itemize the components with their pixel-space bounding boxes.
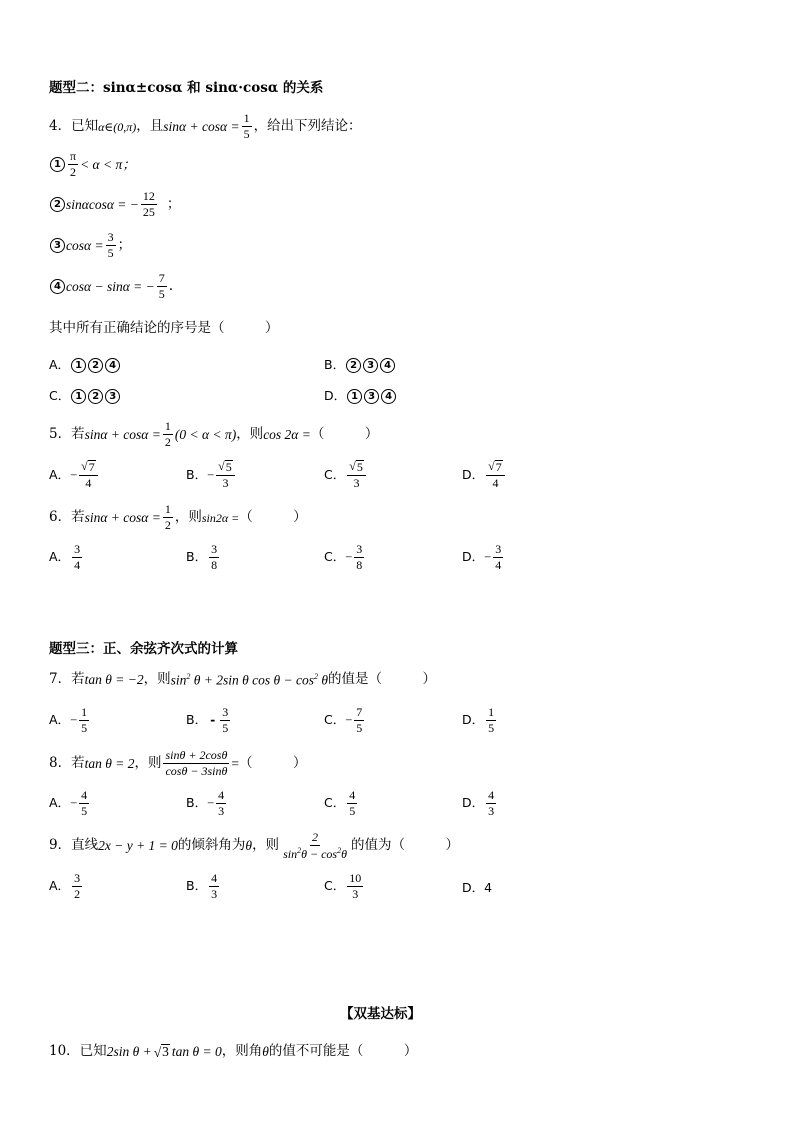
c4-tail: . <box>168 277 174 294</box>
q6-target: sin2α = <box>201 510 240 525</box>
denominator: 3 <box>488 804 495 819</box>
option-fraction <box>216 789 226 818</box>
option-label: B． <box>186 466 208 482</box>
q7-option-d[interactable] <box>462 706 498 735</box>
option-label: D． <box>462 466 485 482</box>
option-label: A． <box>49 878 71 894</box>
option-label: C． <box>49 388 71 404</box>
q6-num: 1 <box>163 503 173 518</box>
sign: - <box>210 712 216 728</box>
q4-ask: 其中所有正确结论的序号是（ ） <box>49 320 279 336</box>
numerator: 3 <box>354 543 364 558</box>
q4-option-d[interactable] <box>324 389 397 404</box>
option-fraction <box>209 872 219 901</box>
option-fraction <box>354 543 364 572</box>
q9-line-equation: 2x − y + 1 = 0 <box>98 838 178 854</box>
numerator: 3 <box>209 543 219 558</box>
denominator: 8 <box>211 558 218 573</box>
option-label: C． <box>324 549 346 565</box>
option-fraction <box>72 543 82 572</box>
q5-equation: sinα + cosα = <box>84 426 161 442</box>
c1-num: π <box>68 150 78 165</box>
question-7-stem <box>49 673 436 687</box>
q5-option-b[interactable] <box>186 460 237 490</box>
numerator: 10 <box>347 872 363 887</box>
superscript-2: 2 <box>313 672 318 681</box>
q9-theta: θ <box>245 838 253 854</box>
denominator: 3 <box>222 475 229 490</box>
circled-number-1: 1 <box>50 157 65 172</box>
q7-expr-a: sin <box>170 672 187 688</box>
q8-fraction <box>163 749 229 778</box>
denominator: 4 <box>85 475 92 490</box>
c4-num: 7 <box>157 272 167 287</box>
q7-expr-b: θ + 2sin θ cos θ − cos <box>190 672 314 688</box>
numerator: 4 <box>486 789 496 804</box>
circled-number: 1 <box>71 358 86 373</box>
option-label: A． <box>49 357 71 373</box>
q7-option-a[interactable] <box>49 706 91 735</box>
circled-number-4: 4 <box>50 279 65 294</box>
q4-conclusion-2 <box>49 190 180 219</box>
numerator: 3 <box>493 543 503 558</box>
option-fraction <box>486 789 496 818</box>
q5-den: 2 <box>164 435 171 450</box>
circled-number: 2 <box>346 358 361 373</box>
q10-suffix: 的值不可能是（ ） <box>268 1042 418 1059</box>
numerator: 3 <box>72 543 82 558</box>
q4-conclusion-1 <box>49 150 136 179</box>
option-label: B． <box>324 357 346 373</box>
circled-number: 3 <box>105 389 120 404</box>
c3-den: 5 <box>107 246 114 261</box>
denominator: 5 <box>488 721 495 736</box>
q9-den-c: θ <box>341 847 347 862</box>
c3-num: 3 <box>106 231 116 246</box>
q7-ask: ，则 <box>143 671 171 688</box>
q4-conclusion-3 <box>49 231 131 260</box>
c3-tail: ； <box>117 236 132 253</box>
q9-den-a: sin <box>283 847 298 862</box>
question-10-stem <box>49 1044 417 1059</box>
numerator: 3 <box>72 872 82 887</box>
option-label: A． <box>49 549 71 565</box>
q7-expr-c: θ <box>317 672 328 688</box>
option-fraction <box>79 460 98 490</box>
q8-num: sinθ + 2cosθ <box>163 749 229 764</box>
option-label: A． <box>49 466 71 482</box>
option-fraction <box>209 543 219 572</box>
q6-option-b[interactable] <box>186 543 221 572</box>
numerator: 4 <box>79 789 89 804</box>
option-label: B． <box>186 712 208 728</box>
q6-equation: sinα + cosα = <box>84 509 161 525</box>
c3-fraction <box>106 231 116 260</box>
question-9-stem <box>49 831 459 861</box>
numerator: 1 <box>486 706 496 721</box>
option-fraction <box>347 789 357 818</box>
radicand: 5 <box>356 460 363 474</box>
denominator: 5 <box>81 721 88 736</box>
option-label: A． <box>49 795 71 811</box>
option-label: D． <box>462 880 485 895</box>
denominator: 4 <box>495 558 502 573</box>
q5-ask: ，则 <box>236 425 264 442</box>
option-fraction <box>72 872 82 901</box>
section-heading-3: 题型三：正、余弦齐次式的计算 <box>49 641 238 657</box>
option-fraction <box>354 706 364 735</box>
option-value: 4 <box>484 880 493 895</box>
q8-option-d[interactable] <box>462 789 498 818</box>
superscript-2: 2 <box>337 846 342 856</box>
q4-option-c[interactable] <box>49 389 121 404</box>
q9-option-d[interactable] <box>462 882 492 895</box>
c2-fraction <box>141 190 157 219</box>
denominator: 3 <box>211 887 218 902</box>
section-heading-2: 题型二：sinα±cosα 和 sinα·cosα 的关系 <box>49 80 324 96</box>
sign: − <box>70 713 78 728</box>
q4-mid: ，且 <box>136 117 164 134</box>
sqrt-symbol: √ 5 <box>218 459 232 474</box>
q10-prefix: 10．已知 <box>49 1042 107 1059</box>
sign: − <box>207 467 215 482</box>
denominator: 8 <box>356 558 363 573</box>
option-label: C． <box>324 878 346 894</box>
sign: − <box>207 796 215 811</box>
q8-option-c[interactable] <box>324 789 359 818</box>
q7-option-b[interactable] <box>186 706 232 735</box>
circled-number-3: 3 <box>50 238 65 253</box>
option-label: D． <box>462 549 485 565</box>
q8-ask: ，则 <box>134 754 162 771</box>
q9-prefix: 9．直线 <box>49 837 99 854</box>
numerator: 4 <box>209 872 219 887</box>
sqrt-symbol: √ 7 <box>488 459 502 474</box>
c3-lhs: cosα = <box>66 237 104 253</box>
q6-option-d[interactable] <box>462 543 505 572</box>
circled-number: 2 <box>88 358 103 373</box>
q9-suffix: 的值为（ ） <box>350 837 459 854</box>
option-label: B． <box>186 878 208 894</box>
denominator: 5 <box>81 804 88 819</box>
section-heading-shuangji: 【双基达标】 <box>340 1006 421 1022</box>
q9-num: 2 <box>310 831 320 846</box>
option-fraction <box>347 460 366 490</box>
q8-option-b[interactable] <box>186 789 228 818</box>
q9-fraction <box>281 831 349 861</box>
numerator: 3 <box>220 706 230 721</box>
radicand: 5 <box>225 460 232 474</box>
q4-prefix: 4．已知 <box>49 117 99 134</box>
circled-number: 4 <box>381 389 396 404</box>
c1-fraction <box>68 150 78 179</box>
q10-expr-b: tan θ = 0 <box>171 1043 222 1059</box>
option-fraction <box>79 789 89 818</box>
question-6-stem <box>49 503 307 532</box>
q6-option-c[interactable] <box>324 543 366 572</box>
q6-fraction <box>163 503 173 532</box>
q5-fraction <box>163 420 173 449</box>
q8-prefix: 8．若 <box>49 754 85 771</box>
sqrt-symbol: √ 3 <box>153 1044 169 1060</box>
q6-ask: ，则 <box>174 508 202 525</box>
q5-option-d[interactable] <box>462 460 507 490</box>
c2-tail: ； <box>166 195 181 212</box>
radicand: 7 <box>88 460 95 474</box>
superscript-2: 2 <box>297 846 302 856</box>
c4-den: 5 <box>158 287 165 302</box>
circled-number: 2 <box>88 389 103 404</box>
q4-conclusion-4 <box>49 272 173 301</box>
c4-lhs: cosα − sinα = − <box>66 278 155 294</box>
q5-target: cos 2α = <box>263 426 311 442</box>
option-label: B． <box>186 549 208 565</box>
q9-option-b[interactable] <box>186 872 221 901</box>
denominator: 4 <box>492 475 499 490</box>
q5-paren: （ ） <box>310 425 379 442</box>
q8-paren: （ ） <box>238 754 307 771</box>
circled-number-2: 2 <box>50 197 65 212</box>
circled-number: 3 <box>363 358 378 373</box>
question-4-stem <box>49 112 362 141</box>
denominator: 4 <box>74 558 81 573</box>
sqrt-symbol: √ 5 <box>349 459 363 474</box>
question-5-stem <box>49 420 378 449</box>
question-8-stem <box>49 749 306 778</box>
sqrt-symbol: √ 7 <box>81 459 95 474</box>
option-label: A． <box>49 712 71 728</box>
q9-ask: ，则 <box>252 837 280 854</box>
circled-number: 1 <box>347 389 362 404</box>
radicand: 3 <box>162 1044 169 1059</box>
numerator: 4 <box>347 789 357 804</box>
option-fraction <box>486 706 496 735</box>
q4-option-a[interactable] <box>49 358 121 373</box>
denominator: 5 <box>356 721 363 736</box>
denominator: 3 <box>353 475 360 490</box>
q5-prefix: 5．若 <box>49 425 85 442</box>
c2-lhs: sinαcosα = − <box>66 196 139 212</box>
sign: − <box>345 550 353 565</box>
q4-frac-den: 5 <box>243 127 250 142</box>
numerator: 7 <box>354 706 364 721</box>
q4-suffix: ，给出下列结论： <box>253 117 362 134</box>
q8-eq: = <box>231 755 239 771</box>
denominator: 5 <box>222 721 229 736</box>
circled-number: 3 <box>364 389 379 404</box>
option-label: C． <box>324 466 346 482</box>
q4-option-b[interactable] <box>324 358 396 373</box>
q10-mid: ，则角 <box>221 1042 263 1059</box>
option-fraction <box>486 460 505 490</box>
q6-option-a[interactable] <box>49 543 84 572</box>
radicand: 7 <box>495 460 502 474</box>
q4-condition: α∈(0,π) <box>98 119 137 134</box>
q4-fraction <box>242 112 252 141</box>
q10-expr-a: 2sin θ + <box>106 1043 152 1059</box>
option-label: B． <box>186 795 208 811</box>
option-label: D． <box>462 795 485 811</box>
option-label: C． <box>324 795 346 811</box>
q10-theta: θ <box>262 1043 269 1059</box>
c2-num: 12 <box>141 190 157 205</box>
circled-number: 1 <box>71 389 86 404</box>
c1-den: 2 <box>70 165 77 180</box>
numerator: 1 <box>79 706 89 721</box>
option-fraction <box>216 460 235 490</box>
q9-option-c[interactable] <box>324 872 365 901</box>
sign: − <box>345 713 353 728</box>
q5-num: 1 <box>163 420 173 435</box>
option-fraction <box>493 543 503 572</box>
q4-equation: sinα + cosα = <box>163 118 240 134</box>
q7-condition: tan θ = −2 <box>84 672 144 688</box>
q8-condition: tan θ = 2 <box>84 755 135 771</box>
q9-mid: 的倾斜角为 <box>177 837 246 854</box>
option-fraction <box>79 706 89 735</box>
q8-option-a[interactable] <box>49 789 91 818</box>
q7-suffix: 的值是（ ） <box>327 671 436 688</box>
c1-rest: < α < π； <box>80 156 136 172</box>
option-fraction <box>347 872 363 901</box>
q7-prefix: 7．若 <box>49 671 85 688</box>
q5-option-a[interactable] <box>49 460 100 490</box>
c4-fraction <box>157 272 167 301</box>
q5-condition: (0 < α < π) <box>174 426 237 442</box>
sign: − <box>484 550 492 565</box>
denominator: 3 <box>352 887 359 902</box>
c2-den: 25 <box>142 205 155 220</box>
q4-frac-num: 1 <box>242 112 252 127</box>
numerator: 4 <box>216 789 226 804</box>
option-label: C． <box>324 712 346 728</box>
option-fraction <box>220 706 230 735</box>
sign: − <box>70 467 78 482</box>
option-label: D． <box>462 712 485 728</box>
q6-prefix: 6．若 <box>49 508 85 525</box>
option-label: D． <box>324 388 347 404</box>
q6-den: 2 <box>164 518 171 533</box>
q9-den-b: θ − cos <box>301 847 338 862</box>
denominator: 2 <box>74 887 81 902</box>
q6-paren: （ ） <box>239 508 307 525</box>
q8-den: cosθ − 3sinθ <box>165 764 228 779</box>
denominator: 3 <box>218 804 225 819</box>
circled-number: 4 <box>105 358 120 373</box>
sign: − <box>70 796 78 811</box>
q7-option-c[interactable] <box>324 706 366 735</box>
circled-number: 4 <box>380 358 395 373</box>
q9-option-a[interactable] <box>49 872 84 901</box>
superscript-2: 2 <box>186 672 191 681</box>
q5-option-c[interactable] <box>324 460 368 490</box>
denominator: 5 <box>349 804 356 819</box>
